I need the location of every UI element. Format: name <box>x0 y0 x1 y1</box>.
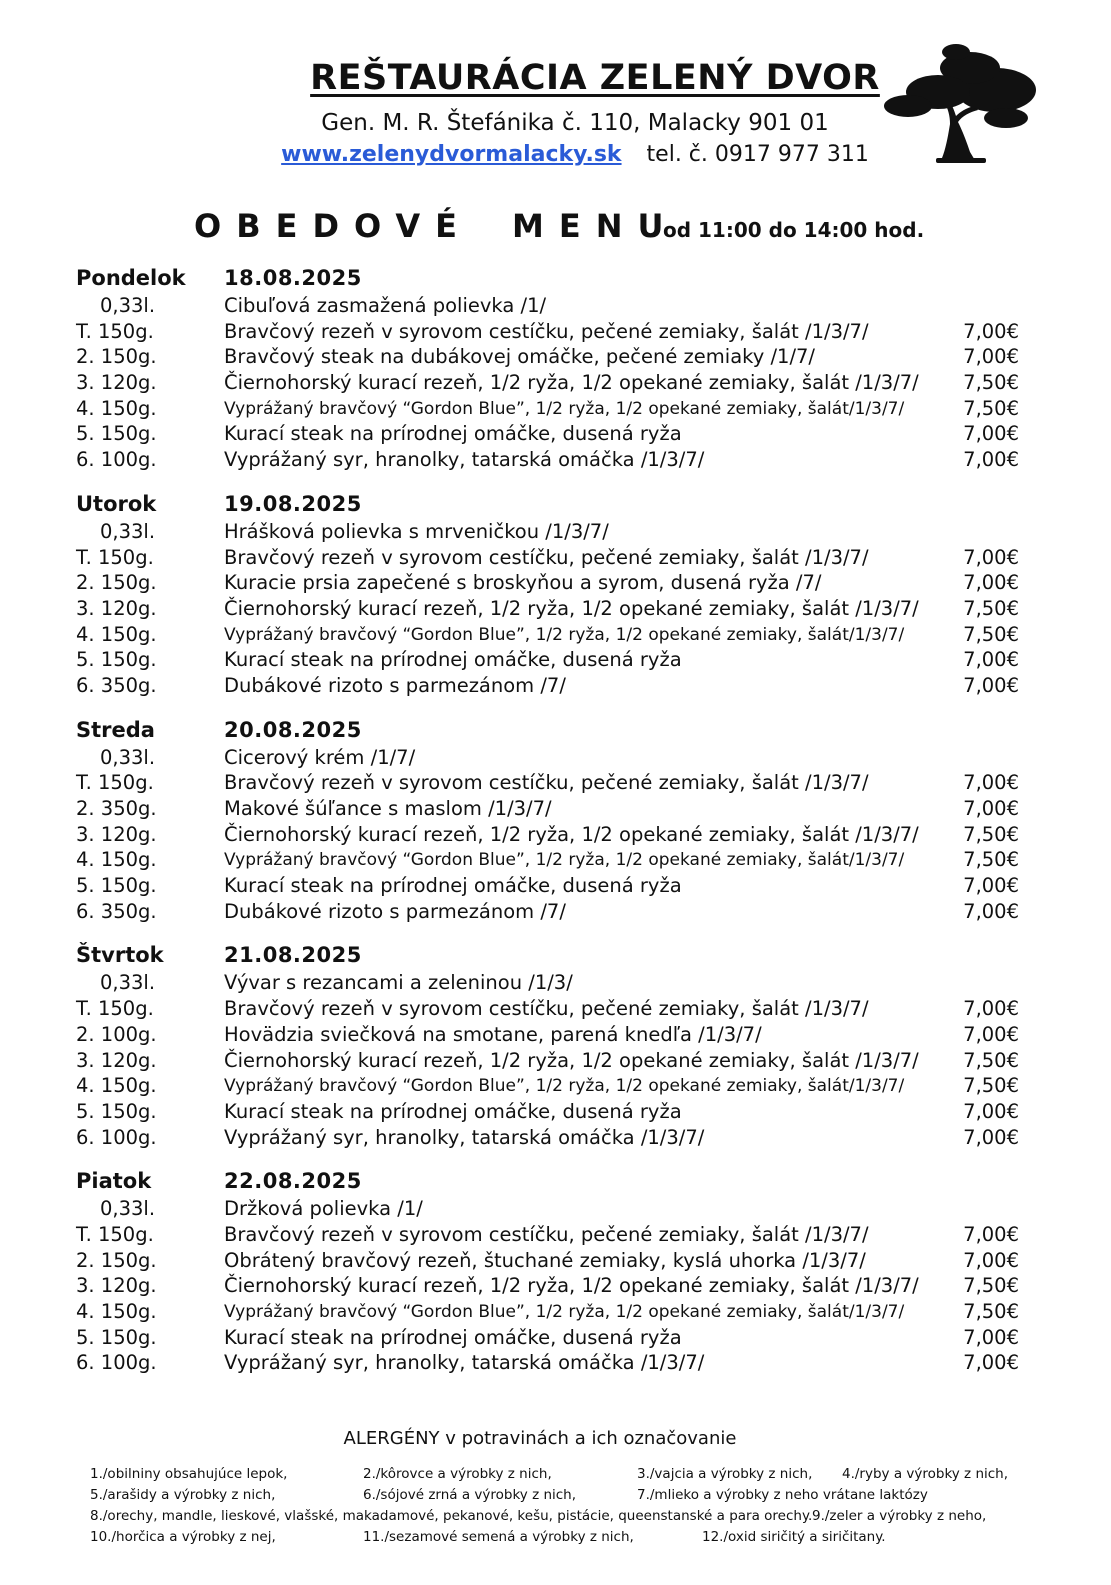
meal-row <box>0 1124 1111 1150</box>
day-name: Štvrtok <box>76 943 164 968</box>
bonsai-tree-icon <box>878 40 1038 165</box>
portion-size: 3. 120g. <box>76 596 157 620</box>
address: Gen. M. R. Štefánika č. 110, Malacky 901 01 <box>321 110 829 136</box>
meal-row <box>0 795 1111 821</box>
allergen-row <box>90 1529 1050 1550</box>
allergen-item: 12./oxid siričitý a siričitany. <box>702 1529 886 1545</box>
meal-row <box>0 1221 1111 1247</box>
meal-row <box>0 369 1111 395</box>
day-date: 22.08.2025 <box>224 1169 362 1194</box>
allergens-title: ALERGÉNY v potravinách a ich označovanie <box>343 1428 737 1449</box>
dish-name: Cicerový krém /1/7/ <box>224 745 416 769</box>
portion-size: 5. 150g. <box>76 648 157 672</box>
allergen-row <box>90 1487 1050 1508</box>
allergen-item: 6./sójové zrná a výrobky z nich, <box>363 1487 577 1503</box>
price: 7,00€ <box>963 1022 1019 1046</box>
day-date: 18.08.2025 <box>224 266 362 290</box>
portion-size: 5. 150g. <box>76 874 157 898</box>
meal-row <box>0 672 1111 698</box>
price: 7,00€ <box>963 1222 1019 1246</box>
meal-row <box>0 846 1111 872</box>
dish-name: Bravčový rezeň v syrovom cestíčku, pečené zemiaky, šalát /1/3/7/ <box>224 545 869 569</box>
portion-size: 2. 150g. <box>76 345 157 369</box>
portion-size: 6. 100g. <box>76 448 157 472</box>
day-date: 20.08.2025 <box>224 717 362 742</box>
portion-size: 5. 150g. <box>76 1099 157 1123</box>
meal-row <box>0 898 1111 924</box>
allergens-list <box>90 1466 1050 1550</box>
dish-name: Bravčový rezeň v syrovom cestíčku, pečené zemiaky, šalát /1/3/7/ <box>224 319 869 343</box>
dish-name: Makové šúľance s maslom /1/3/7/ <box>224 797 552 820</box>
price: 7,00€ <box>963 345 1019 369</box>
meal-row <box>0 821 1111 847</box>
allergen-item: 5./arašidy a výrobky z nich, <box>90 1487 276 1503</box>
menu-title-word2: MENU <box>511 207 679 245</box>
portion-size: 6. 100g. <box>76 1125 157 1149</box>
price: 7,00€ <box>963 899 1019 923</box>
allergen-item: 2./kôrovce a výrobky z nich, <box>363 1466 552 1482</box>
portion-size: 2. 150g. <box>76 1248 157 1272</box>
portion-size: 2. 100g. <box>76 1022 157 1046</box>
day-name: Pondelok <box>76 266 186 290</box>
meal-row <box>0 621 1111 647</box>
meal-row <box>0 1098 1111 1124</box>
meal-row <box>0 595 1111 621</box>
price: 7,00€ <box>963 874 1019 898</box>
meal-row <box>0 420 1111 446</box>
allergen-item: 3./vajcia a výrobky z nich, <box>637 1466 813 1482</box>
price: 7,00€ <box>963 545 1019 569</box>
portion-size: 4. 150g. <box>76 848 157 872</box>
dish-name: Kurací steak na prírodnej omáčke, dusená ryža <box>224 1099 682 1123</box>
price: 7,00€ <box>963 571 1019 595</box>
price: 7,00€ <box>963 422 1019 446</box>
allergen-row <box>90 1466 1050 1487</box>
meal-row <box>0 569 1111 595</box>
soup-row <box>0 969 1111 995</box>
allergen-item: 4./ryby a výrobky z nich, <box>842 1466 1009 1482</box>
day-header <box>0 943 1111 969</box>
day-header <box>0 1169 1111 1195</box>
day-date: 19.08.2025 <box>224 491 362 516</box>
portion-size: 3. 120g. <box>76 371 157 395</box>
dish-name: Kuracie prsia zapečené s broskyňou a syrom, dusená ryža /7/ <box>224 571 822 595</box>
meal-row <box>0 446 1111 472</box>
dish-name: Bravčový rezeň v syrovom cestíčku, pečené zemiaky, šalát /1/3/7/ <box>224 997 869 1021</box>
dish-name: Vyprážaný bravčový “Gordon Blue”, 1/2 ryža, 1/2 opekané zemiaky, šalát/1/3/7/ <box>224 1302 905 1322</box>
dish-name: Vyprážaný bravčový “Gordon Blue”, 1/2 ryža, 1/2 opekané zemiaky, šalát/1/3/7/ <box>224 1076 905 1097</box>
dish-name: Cibuľová zasmažená polievka /1/ <box>224 294 547 317</box>
price: 7,00€ <box>963 1325 1019 1349</box>
portion-size: T. 150g. <box>76 997 154 1021</box>
portion-size: T. 150g. <box>76 771 154 795</box>
portion-size: 4. 150g. <box>76 1300 157 1323</box>
dish-name: Hovädzia sviečková na smotane, parená knedľa /1/3/7/ <box>224 1022 762 1046</box>
price: 7,00€ <box>963 1099 1019 1123</box>
menu-title <box>194 207 678 245</box>
portion-size: T. 150g. <box>76 545 154 569</box>
day-name: Piatok <box>76 1169 152 1194</box>
price: 7,00€ <box>963 673 1019 697</box>
dish-name: Hrášková polievka s mrveničkou /1/3/7/ <box>224 519 609 543</box>
meal-row <box>0 1324 1111 1350</box>
day-header <box>0 266 1111 292</box>
price: 7,50€ <box>963 596 1019 620</box>
portion-size: 2. 350g. <box>76 797 157 820</box>
allergen-item: 11./sezamové semená a výrobky z nich, <box>363 1529 634 1545</box>
phone-number: tel. č. 0917 977 311 <box>646 142 869 167</box>
dish-name: Vyprážaný syr, hranolky, tatarská omáčka /1/3/7/ <box>224 448 705 472</box>
meal-row <box>0 1247 1111 1273</box>
day-name: Utorok <box>76 491 157 516</box>
portion-size: 0,33l. <box>100 519 156 543</box>
dish-name: Čiernohorský kurací rezeň, 1/2 ryža, 1/2 opekané zemiaky, šalát /1/3/7/ <box>224 371 919 395</box>
soup-row <box>0 518 1111 544</box>
dish-name: Kurací steak na prírodnej omáčke, dusená ryža <box>224 1325 682 1349</box>
portion-size: 0,33l. <box>100 1197 156 1221</box>
dish-name: Vyprážaný syr, hranolky, tatarská omáčka /1/3/7/ <box>224 1351 705 1375</box>
dish-name: Vývar s rezancami a zeleninou /1/3/ <box>224 971 573 995</box>
price: 7,50€ <box>963 1300 1019 1323</box>
dish-name: Čiernohorský kurací rezeň, 1/2 ryža, 1/2 opekané zemiaky, šalát /1/3/7/ <box>224 1274 919 1298</box>
dish-name: Kurací steak na prírodnej omáčke, dusená ryža <box>224 874 682 898</box>
day-header <box>0 718 1111 744</box>
price: 7,50€ <box>963 848 1019 872</box>
dish-name: Kurací steak na prírodnej omáčke, dusená ryža <box>224 648 682 672</box>
meal-row <box>0 1072 1111 1098</box>
portion-size: 2. 150g. <box>76 571 157 595</box>
dish-name: Bravčový steak na dubákovej omáčke, pečené zemiaky /1/7/ <box>224 345 815 369</box>
price: 7,50€ <box>963 371 1019 395</box>
portion-size: 6. 350g. <box>76 673 157 697</box>
soup-row <box>0 292 1111 318</box>
menu-title-word1: OBEDOVÉ <box>194 207 472 245</box>
portion-size: 6. 350g. <box>76 899 157 923</box>
day-header <box>0 492 1111 518</box>
price: 7,00€ <box>963 771 1019 795</box>
price: 7,50€ <box>963 822 1019 846</box>
price: 7,50€ <box>963 396 1019 420</box>
dish-name: Kurací steak na prírodnej omáčke, dusená ryža <box>224 422 682 446</box>
portion-size: T. 150g. <box>76 319 154 343</box>
meal-row <box>0 1272 1111 1298</box>
allergen-item: 7./mlieko a výrobky z neho vrátane laktózy <box>637 1487 928 1503</box>
meal-row <box>0 1298 1111 1324</box>
dish-name: Čiernohorský kurací rezeň, 1/2 ryža, 1/2 opekané zemiaky, šalát /1/3/7/ <box>224 1048 919 1072</box>
meal-row <box>0 1021 1111 1047</box>
portion-size: T. 150g. <box>76 1222 154 1246</box>
dish-name: Vyprážaný syr, hranolky, tatarská omáčka /1/3/7/ <box>224 1125 705 1149</box>
day-section <box>0 718 1111 924</box>
price: 7,00€ <box>963 997 1019 1021</box>
meal-row <box>0 1349 1111 1375</box>
serving-hours: od 11:00 do 14:00 hod. <box>663 218 925 242</box>
price: 7,50€ <box>963 1048 1019 1072</box>
day-section <box>0 266 1111 472</box>
meal-row <box>0 318 1111 344</box>
meal-row <box>0 646 1111 672</box>
price: 7,00€ <box>963 1351 1019 1375</box>
dish-name: Čiernohorský kurací rezeň, 1/2 ryža, 1/2 opekané zemiaky, šalát /1/3/7/ <box>224 822 919 846</box>
day-section <box>0 943 1111 1149</box>
portion-size: 4. 150g. <box>76 622 157 646</box>
price: 7,50€ <box>963 622 1019 646</box>
dish-name: Vyprážaný bravčový “Gordon Blue”, 1/2 ryža, 1/2 opekané zemiaky, šalát/1/3/7/ <box>224 850 905 871</box>
price: 7,00€ <box>963 1125 1019 1149</box>
dish-name: Čiernohorský kurací rezeň, 1/2 ryža, 1/2 opekané zemiaky, šalát /1/3/7/ <box>224 596 919 620</box>
price: 7,00€ <box>963 797 1019 820</box>
portion-size: 3. 120g. <box>76 1048 157 1072</box>
dish-name: Bravčový rezeň v syrovom cestíčku, pečené zemiaky, šalát /1/3/7/ <box>224 771 869 795</box>
meal-row <box>0 544 1111 570</box>
allergen-item: 1./obilniny obsahujúce lepok, <box>90 1466 288 1482</box>
day-name: Streda <box>76 717 155 742</box>
soup-row <box>0 1195 1111 1221</box>
price: 7,50€ <box>963 1074 1019 1098</box>
website-link[interactable]: www.zelenydvormalacky.sk <box>281 142 622 167</box>
dish-name: Vyprážaný bravčový “Gordon Blue”, 1/2 ryža, 1/2 opekané zemiaky, šalát/1/3/7/ <box>224 398 905 419</box>
header <box>0 0 1111 190</box>
allergen-item: 8./orechy, mandle, lieskové, vlašské, makadamové, pekanové, kešu, pistácie, queenstanské a para orechy. <box>90 1508 813 1524</box>
portion-size: 4. 150g. <box>76 1074 157 1098</box>
restaurant-name: REŠTAURÁCIA ZELENÝ DVOR <box>310 58 880 98</box>
allergen-item: 9./zeler a výrobky z neho, <box>812 1508 987 1524</box>
dish-name: Dubákové rizoto s parmezánom /7/ <box>224 673 566 697</box>
meal-row <box>0 343 1111 369</box>
day-section <box>0 492 1111 698</box>
day-section <box>0 1169 1111 1375</box>
weekly-menu <box>0 266 1111 1395</box>
portion-size: 5. 150g. <box>76 422 157 446</box>
day-date: 21.08.2025 <box>224 943 362 968</box>
portion-size: 6. 100g. <box>76 1351 157 1375</box>
price: 7,50€ <box>963 1274 1019 1298</box>
price: 7,00€ <box>963 1248 1019 1272</box>
soup-row <box>0 744 1111 770</box>
portion-size: 5. 150g. <box>76 1325 157 1349</box>
dish-name: Vyprážaný bravčový “Gordon Blue”, 1/2 ryža, 1/2 opekané zemiaky, šalát/1/3/7/ <box>224 624 905 645</box>
meal-row <box>0 995 1111 1021</box>
dish-name: Dubákové rizoto s parmezánom /7/ <box>224 899 566 923</box>
price: 7,00€ <box>963 319 1019 343</box>
portion-size: 3. 120g. <box>76 1274 157 1298</box>
dish-name: Obrátený bravčový rezeň, štuchané zemiaky, kyslá uhorka /1/3/7/ <box>224 1248 866 1272</box>
portion-size: 4. 150g. <box>76 396 157 420</box>
meal-row <box>0 769 1111 795</box>
meal-row <box>0 1047 1111 1073</box>
price: 7,00€ <box>963 448 1019 472</box>
portion-size: 0,33l. <box>100 294 156 317</box>
dish-name: Bravčový rezeň v syrovom cestíčku, pečené zemiaky, šalát /1/3/7/ <box>224 1222 869 1246</box>
meal-row <box>0 395 1111 421</box>
dish-name: Držková polievka /1/ <box>224 1197 423 1221</box>
price: 7,00€ <box>963 648 1019 672</box>
portion-size: 3. 120g. <box>76 822 157 846</box>
allergen-row <box>90 1508 1050 1529</box>
portion-size: 0,33l. <box>100 745 156 769</box>
allergen-item: 10./horčica a výrobky z nej, <box>90 1529 276 1545</box>
portion-size: 0,33l. <box>100 971 156 995</box>
meal-row <box>0 872 1111 898</box>
